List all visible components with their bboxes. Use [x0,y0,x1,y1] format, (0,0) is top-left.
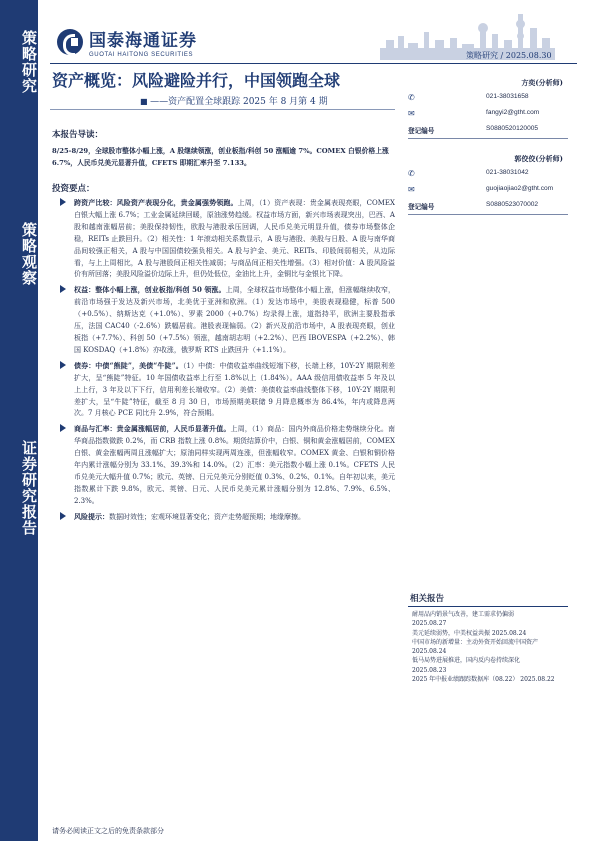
registration-label: 登记编号 [408,127,435,135]
analyst-phone-row [408,93,563,105]
phone-icon: ✆ [408,169,415,178]
company-name-cn: 国泰海通证券 [89,31,197,51]
analyst-phone[interactable]: 021-38031658 [486,93,529,100]
triangle-bullet-icon [60,512,66,520]
analyst-registration-number: S0880523070002 [486,201,539,208]
key-point-lead: 权益：整体小幅上涨，创业板指/科创 50 领涨。 [74,285,226,295]
related-report-item: 2025.08.27 [412,620,447,628]
key-point-risk [52,511,395,524]
related-report-item[interactable]: 2025 年中报业绩跟踪数据库（08.22） 2025.08.22 [412,676,555,684]
title-divider [50,109,395,110]
report-subtitle-text: ——资产配置全球跟踪 2025 年 8 月第 4 期 [150,97,328,107]
sidebar-label-securities-report: 证券研究报告 [20,440,38,536]
key-point-bonds [52,360,395,421]
key-point-body: 上周，全球权益市场整体小幅上涨，但涨幅继续收窄，前沿市场强于发达及新兴市场，北美优于亚洲和欧洲。（1）发达市场中，美股表现稳健，标普 500（+0.5%）、纳斯达克（+1.0%）、罗素 2000（+0.7%）均录得上涨，道指持平，欧洲主要股指承压，法国 CAC40（-2.6%）跌幅居前。港股表现偏弱。（2）新兴及前沿市场中，A 股表现亮眼，创业板指（+7.7%）、科创 50（+7.5%）领涨，越南胡志明（+2.2%）、巴西 IBOVESPA（+2.2%）、韩国 KOSDAQ（+1.8%）亦收涨，俄罗斯 RTS 止跌回升（+1.1%）。 [74,286,396,354]
triangle-bullet-icon [60,198,66,206]
related-reports-divider [408,606,568,607]
left-side-band [0,0,38,841]
related-report-item[interactable]: 中国市场的新增量：主动外资开始回流中国资产 [412,638,539,646]
company-name-en: GUOTAI HAITONG SECURITIES [89,52,194,58]
footer-disclaimer: 请务必阅读正文之后的免责条款部分 [52,827,164,835]
triangle-bullet-icon [60,285,66,293]
key-point-equity [52,284,395,356]
guide-summary: 8/25-8/29，全球股市整体小幅上涨，A 股继续领涨，创业板指/科创 50 涨幅逾 7%。COMEX 白银价格上涨 6.7%，人民币兑美元显著升值，CFETS 即期汇率升至 7.133。 [52,147,389,167]
analyst-email-row [408,185,563,197]
analyst-email-row [408,109,563,121]
analyst-phone[interactable]: 021-38031042 [486,169,529,176]
related-report-item: 2025.08.24 [412,648,447,656]
report-title: 资产概览：风险避险并行，中国领跑全球 [52,71,341,90]
analyst-email[interactable]: guojiaojiao2@gtht.com [486,185,554,192]
analyst-email[interactable]: fangyi2@gtht.com [486,109,540,116]
square-bullet-icon: ■ [140,97,151,106]
triangle-bullet-icon [60,361,66,369]
related-report-item[interactable]: 耐用品内销景气改善，建工需求仍偏弱 [412,611,515,618]
report-subtitle [140,94,328,107]
key-point-body: 上周，（1）商品：国内外商品价格走势继续分化。南华商品指数微跌 0.2%，而 CRB 指数上涨 0.8%。期货结算价中，白银、铜和黄金涨幅居前，COMEX 白银、黄金涨幅两周且涨幅扩大；原油同样实现两周连涨，但涨幅收窄。COMEX 黄金、白银和铜价格年内累计涨幅分别为 33.1%、39.3%和 14.0%。（2）汇率：美元指数小幅上涨 0.1%。CFETS 人民币兑美元大幅升值 0.7%；欧元、英镑、日元兑美元分别贬值 0.3%、0.2%、0.1%。自年初以来，美元指数累计下跌 9.8%，欧元、英镑、日元、人民币兑美元累计涨幅分别为 12.8%、7.9%、6.5%、2.3%。 [74,425,396,505]
triangle-bullet-icon [60,424,66,432]
email-icon: ✉ [408,185,415,194]
related-reports-list [412,610,572,684]
key-point-lead: 风险提示： [74,511,109,521]
related-report-item[interactable]: 美元延续弱势，中美权益共振 2025.08.24 [412,629,527,637]
guide-heading: 本报告导读： [52,130,104,140]
key-point-lead: 债券：中债“熊陡”，美债“牛陡”。 [74,360,183,370]
key-point-body: 数据时效性；宏观环境显著变化；资产走势超预期；地缘摩擦。 [109,512,305,521]
key-points-list [52,197,395,527]
analyst-divider [408,214,568,215]
analyst-divider [408,138,568,139]
analyst-registration-row [408,201,563,213]
email-icon: ✉ [408,109,415,118]
header-divider [50,63,577,64]
key-point-cross-asset [52,197,395,281]
analyst-name: 方奕(分析师) [521,78,563,87]
related-report-item[interactable]: 低马局势进展推进，国内反内卷持续深化 [412,657,521,665]
sidebar-label-strategy-observation: 策略观察 [20,222,38,286]
key-point-lead: 跨资产比较：风险资产表现分化，贵金属强势领跑。 [74,198,238,207]
key-points-heading: 投资要点： [52,184,95,194]
analyst-phone-row [408,169,563,181]
key-point-lead: 商品与汇率：贵金属涨幅居前，人民币显著升值。 [74,424,231,434]
registration-label: 登记编号 [408,203,435,211]
related-reports-heading: 相关报告 [410,594,445,604]
report-category-date: 策略研究 / 2025.08.30 [466,51,552,60]
phone-icon: ✆ [408,93,415,102]
logo-mark-icon [57,29,83,55]
key-point-commodities-fx [52,423,395,507]
analyst-name: 郭佼佼(分析师) [514,154,563,163]
key-point-body: （1）中债：中债收益率曲线短端下移，长端上移，10Y-2Y 期限利差扩大，呈“熊陡”特征。10 年国债收益率上行至 1.8%以上（1.84%）。AAA 级信用债收益率 5 年及以上上行，3 年及以下下行，信用利差长端收窄。（2）美债：美债收益率曲线整体下移，10Y-2Y 期限利差扩大，呈“牛陡”特征，截至 8 月 30 日，市场预期美联储 9 月降息概率为 86.4%，年内或降息两次。7 月核心 PCE 同比升 2.9%，符合预期。 [74,361,395,418]
related-report-item: 2025.08.23 [412,666,447,674]
analyst-registration-number: S0880520120005 [486,125,539,132]
analyst-registration-row [408,125,563,137]
company-logo [57,26,197,58]
sidebar-label-strategy-research: 策略研究 [20,30,38,94]
key-point-body: 上周，（1）资产表现：贵金属表现亮眼，COMEX 白银大幅上涨 6.7%；工业金属延续回暖，原油涨势趋缓。权益市场方面，新兴市场表现突出，巴西、A 股和越南涨幅居前；美股保持韧性，欧股与港股承压回调，人民币兑美元明显升值，债券市场整体企稳，REITs 止跌回升。（2）相关性：1 年滚动相关系数显示，A 股与港股、美股与日股、A 股与南华商品间较强正相关，A 股与中国国债较强负相关。A 股与沪金、美元、REITs、印股间弱相关，从边际看，与上上周相比，A 股与港股间正相关性减弱；与商品间正相关性增强。（3）相对价值：A 股风险溢价有所回落；美股风险溢价边际上升，但仍处低位，金油比上升，金铜比与金银比下降。 [74,199,396,279]
